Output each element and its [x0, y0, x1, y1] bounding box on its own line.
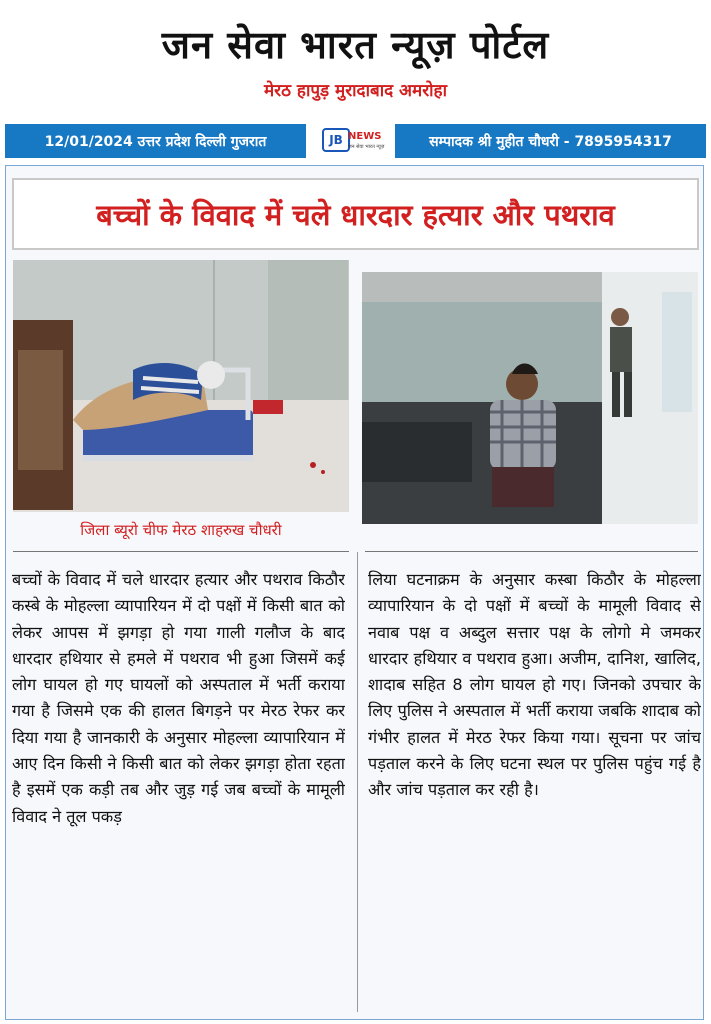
waiting-area-photo	[362, 272, 698, 524]
headline-box	[12, 178, 699, 250]
left-caption-divider	[13, 551, 349, 552]
hospital-bed-photo	[13, 260, 349, 512]
editor-contact-bar: सम्पादक श्री मुहीत चौधरी - 7895954317	[395, 124, 706, 158]
article-column-left: बच्चों के विवाद में चले धारदार हत्यार और पथराव किठौर कस्बे के मोहल्ला व्यापारियन में दो पक्षों में किसी बात को लेकर आपस में झगड़ा हो गया गाली गलौज के बाद धारदार हथियार से हमले में पथराव भी हुआ जिसमें कई लोग घायल हो गए घायलों को अस्पताल में भर्ती कराया गया है जिसमे एक की हालत बिगड़ने पर मेरठ रेफर कर दिया गया है जानकारी के अनुसार मोहल्ला व्यापारियान में आए दिन किसी ने किसी बात को लेकर झगड़ा होता रहता है इसमें एक कड़ी तब और जुड़ गई जब बच्चों के मामूली विवाद ने तूल पकड़	[12, 570, 345, 826]
hospital-bed-illustration	[13, 260, 349, 512]
masthead	[0, 0, 711, 118]
portal-title: जन सेवा भारत न्यूज़ पोर्टल	[161, 23, 550, 67]
article-column-right: लिया घटनाक्रम के अनुसार कस्बा किठौर के मोहल्ला व्यापारियान के दो पक्षों में बच्चों के मामूली विवाद से नवाब पक्ष व अब्दुल सत्तार पक्ष के लोगो मे जमकर धारदार हथियार व पथराव हुआ। अजीम, दानिश, खालिद, शादाब सहित 8 लोग घायल हो गए। जिनको उपचार के लिए पुलिस ने अस्पताल में भर्ती कराया जबकि शादाब को गंभीर हालत में मेरठ रेफर किया गया। सूचना पर जांच पड़ताल करने के लिए घटना स्थल पर पुलिस पहुंच गई है और जांच पड़ताल कर रही है।	[368, 570, 701, 800]
column-rule	[357, 552, 358, 1012]
date-region-bar: 12/01/2024 उत्तर प्रदेश दिल्ली गुजरात	[5, 124, 306, 158]
article-headline: बच्चों के विवाद में चले धारदार हत्यार और पथराव	[96, 197, 615, 232]
portal-subtitle: मेरठ हापुड़ मुरादाबाद अमरोहा	[264, 81, 447, 101]
logo-mark: JB	[322, 128, 350, 152]
photo-caption: जिला ब्यूरो चीफ मेरठ शाहरुख चौधरी	[80, 521, 282, 539]
logo-name: NEWS	[348, 131, 382, 142]
logo-tagline: जन सेवा भारत न्यूज़	[348, 144, 385, 150]
jb-news-logo	[318, 125, 386, 157]
right-top-divider	[365, 551, 698, 552]
waiting-area-illustration	[362, 272, 698, 524]
